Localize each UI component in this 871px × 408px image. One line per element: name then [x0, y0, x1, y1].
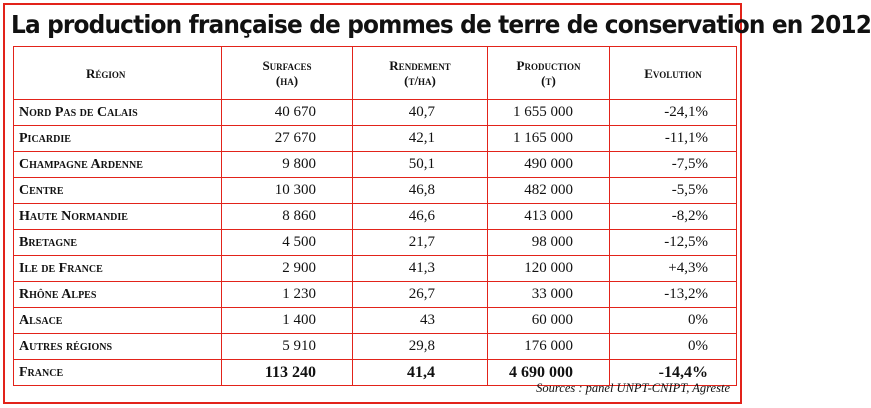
total-rendement: 41,4: [353, 360, 488, 386]
header-evolution: Evolution: [610, 47, 737, 100]
row-surfaces: 4 500: [222, 230, 353, 256]
table-row: [14, 308, 737, 334]
row-evolution: -7,5%: [610, 152, 737, 178]
row-evolution: -5,5%: [610, 178, 737, 204]
row-region: Centre: [14, 178, 222, 204]
total-region: France: [14, 360, 222, 386]
table-row: [14, 178, 737, 204]
table-row: [14, 256, 737, 282]
row-rendement: 46,8: [353, 178, 488, 204]
row-region: Rhône Alpes: [14, 282, 222, 308]
row-surfaces: 9 800: [222, 152, 353, 178]
row-surfaces: 27 670: [222, 126, 353, 152]
row-evolution: -8,2%: [610, 204, 737, 230]
row-evolution: -13,2%: [610, 282, 737, 308]
header-region: Région: [14, 47, 222, 100]
row-evolution: -24,1%: [610, 100, 737, 126]
page-title: La production française de pommes de terre de conservation en 2012: [11, 10, 871, 39]
table-row: [14, 126, 737, 152]
source-note: Sources : panel UNPT-CNIPT, Agreste: [536, 381, 730, 395]
row-production: 120 000: [488, 256, 610, 282]
row-rendement: 26,7: [353, 282, 488, 308]
row-region: Bretagne: [14, 230, 222, 256]
row-region: Haute Normandie: [14, 204, 222, 230]
row-evolution: +4,3%: [610, 256, 737, 282]
row-production: 33 000: [488, 282, 610, 308]
row-rendement: 21,7: [353, 230, 488, 256]
header-production: Production (t): [488, 47, 610, 100]
table-row: [14, 152, 737, 178]
row-evolution: -11,1%: [610, 126, 737, 152]
row-evolution: 0%: [610, 334, 737, 360]
row-surfaces: 40 670: [222, 100, 353, 126]
header-surfaces: Surfaces (ha): [222, 47, 353, 100]
row-rendement: 41,3: [353, 256, 488, 282]
row-region: Picardie: [14, 126, 222, 152]
table-row: [14, 282, 737, 308]
row-production: 176 000: [488, 334, 610, 360]
row-production: 1 165 000: [488, 126, 610, 152]
row-rendement: 29,8: [353, 334, 488, 360]
row-surfaces: 1 230: [222, 282, 353, 308]
row-surfaces: 8 860: [222, 204, 353, 230]
production-table: [13, 46, 737, 386]
row-production: 490 000: [488, 152, 610, 178]
row-evolution: -12,5%: [610, 230, 737, 256]
table-row: [14, 100, 737, 126]
row-region: Alsace: [14, 308, 222, 334]
row-surfaces: 1 400: [222, 308, 353, 334]
row-evolution: 0%: [610, 308, 737, 334]
table-row: [14, 334, 737, 360]
row-region: Nord Pas de Calais: [14, 100, 222, 126]
table-frame: [3, 3, 871, 404]
header-rendement: Rendement (t/ha): [353, 47, 488, 100]
row-production: 413 000: [488, 204, 610, 230]
row-production: 60 000: [488, 308, 610, 334]
row-rendement: 42,1: [353, 126, 488, 152]
row-production: 482 000: [488, 178, 610, 204]
row-region: Champagne Ardenne: [14, 152, 222, 178]
row-region: Autres régions: [14, 334, 222, 360]
table-row: [14, 204, 737, 230]
table-header-row: [14, 47, 737, 100]
table-row: [14, 230, 737, 256]
row-rendement: 46,6: [353, 204, 488, 230]
total-production: 4 690 000: [488, 360, 610, 386]
row-rendement: 50,1: [353, 152, 488, 178]
row-surfaces: 2 900: [222, 256, 353, 282]
row-region: Ile de France: [14, 256, 222, 282]
total-evolution: -14,4%: [610, 360, 737, 386]
row-rendement: 43: [353, 308, 488, 334]
row-surfaces: 10 300: [222, 178, 353, 204]
row-production: 98 000: [488, 230, 610, 256]
total-surfaces: 113 240: [222, 360, 353, 386]
row-production: 1 655 000: [488, 100, 610, 126]
row-rendement: 40,7: [353, 100, 488, 126]
row-surfaces: 5 910: [222, 334, 353, 360]
